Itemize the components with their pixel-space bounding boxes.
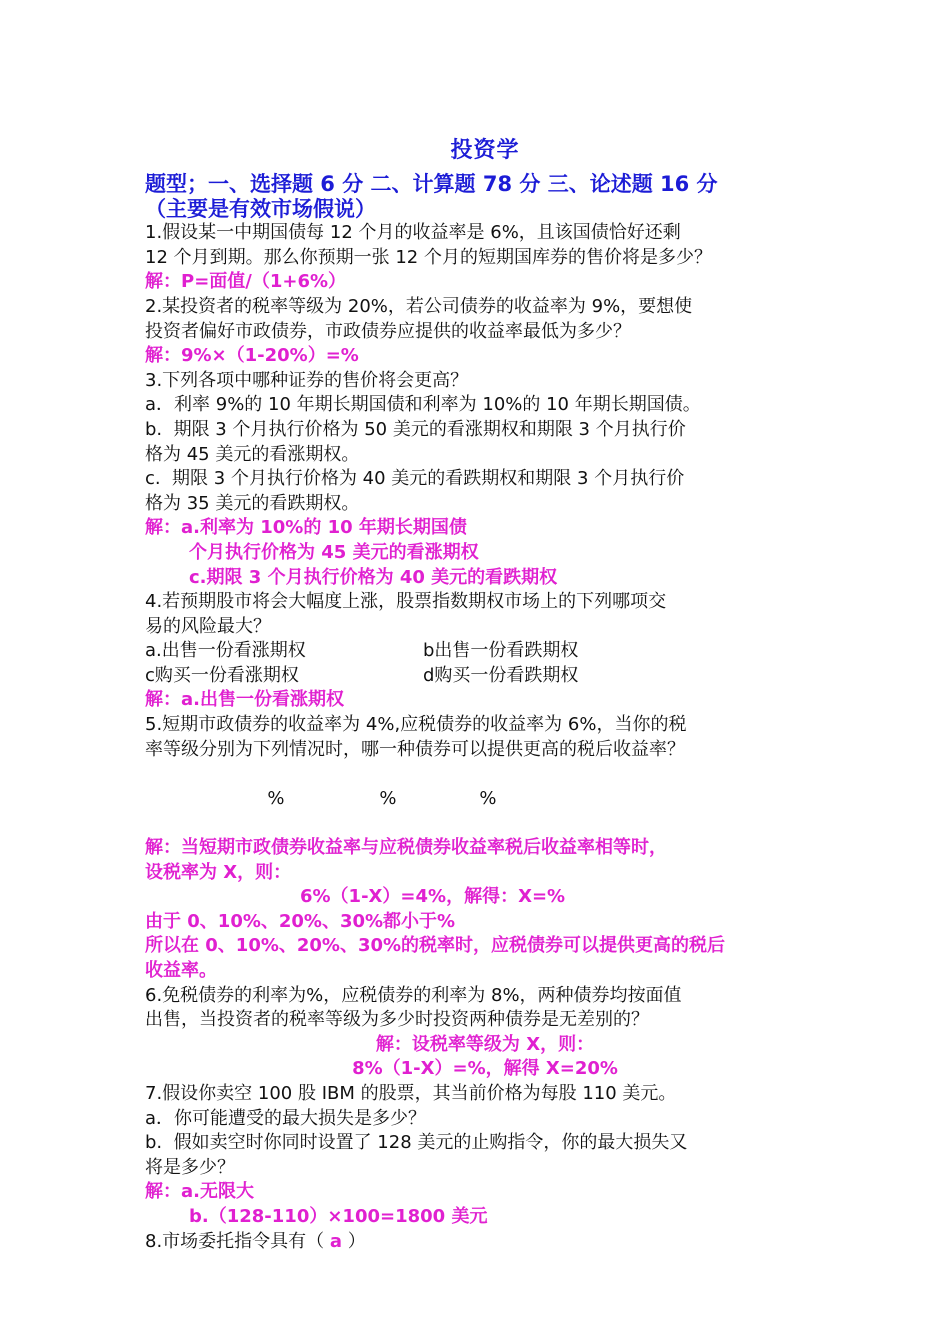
answer-1: 解：P=面值/（1+6%） <box>145 271 347 293</box>
answer-5-line-1: 解：当短期市政债券收益率与应税债券收益率税后收益率相等时， <box>145 837 667 859</box>
question-4-option-b: b出售一份看跌期权 <box>423 640 579 662</box>
question-7-part-a: a．你可能遭受的最大损失是多少？ <box>145 1107 427 1129</box>
question-5-line-2: 率等级分别为下列情况时，哪一种债券可以提供更高的税后收益率？ <box>145 738 685 760</box>
answer-5-line-2: 设税率为 X，则： <box>145 861 292 883</box>
question-7: 7.假设你卖空 100 股 IBM 的股票，其当前价格为每股 110 美元。 <box>145 1082 677 1104</box>
question-8-answer: a <box>329 1230 343 1252</box>
question-4-option-c: c购买一份看涨期权 <box>145 664 299 686</box>
question-4-line-2: 易的风险最大？ <box>145 615 271 637</box>
answer-5-line-4: 由于 0、10%、20%、30%都小于% <box>145 910 456 932</box>
question-1-line-2: 12 个月到期。那么你预期一张 12 个月的短期国库券的售价将是多少？ <box>145 246 712 268</box>
question-3-option-a: a．利率 9%的 10 年期长期国债和利率为 10%的 10 年期长期国债。 <box>145 394 701 416</box>
answer-7-a: 解：a.无限大 <box>145 1181 254 1203</box>
tax-rate-3: % <box>479 787 497 809</box>
question-6-line-1: 6.免税债券的利率为%，应税债券的利率为 8%，两种债券均按面值 <box>145 984 682 1006</box>
question-4-option-a: a.出售一份看涨期权 <box>145 640 306 662</box>
answer-5-equation: 6%（1-X）=4%，解得：X=% <box>300 886 566 908</box>
answer-4: 解：a.出售一份看涨期权 <box>145 689 344 711</box>
question-4-option-d: d购买一份看跌期权 <box>423 664 579 686</box>
page-title: 投资学 <box>450 138 520 163</box>
question-8-close: ） <box>342 1230 366 1252</box>
question-7-part-b-line-2: 将是多少？ <box>145 1156 235 1178</box>
question-4-options-row-1 <box>145 639 825 664</box>
question-3-option-b-line-2: 格为 45 美元的看涨期权。 <box>145 443 360 465</box>
exam-format-note: （主要是有效市场假说） <box>145 196 376 221</box>
question-8 <box>145 1230 825 1255</box>
tax-rate-1: % <box>267 787 285 809</box>
answer-3-b: 个月执行价格为 45 美元的看涨期权 <box>189 541 479 563</box>
question-8-text: 8.市场委托指令具有（ <box>145 1230 330 1252</box>
exam-format-line: 题型；一、选择题 6 分 二、计算题 78 分 三、论述题 16 分 <box>145 172 718 196</box>
question-3-option-c-line-2: 格为 35 美元的看跌期权。 <box>145 492 360 514</box>
answer-7-b: b.（128-110）×100=1800 美元 <box>189 1205 488 1227</box>
answer-3-c: c.期限 3 个月执行价格为 40 美元的看跌期权 <box>189 566 558 588</box>
tax-rate-2: % <box>379 787 397 809</box>
question-1-line-1: 1.假设某一中期国债每 12 个月的收益率是 6%，且该国债恰好还剩 <box>145 222 681 244</box>
question-5-line-1: 5.短期市政债券的收益率为 4%,应税债券的收益率为 6%，当你的税 <box>145 714 687 736</box>
question-4-line-1: 4.若预期股市将会大幅度上涨，股票指数期权市场上的下列哪项交 <box>145 591 667 613</box>
answer-6-line-1: 解：设税率等级为 X，则： <box>375 1033 595 1055</box>
question-3-option-b-line-1: b. 期限 3 个月执行价格为 50 美元的看涨期权和期限 3 个月执行价 <box>145 418 686 440</box>
question-7-part-b-line-1: b. 假如卖空时你同时设置了 128 美元的止购指令，你的最大损失又 <box>145 1132 688 1154</box>
question-3: 3.下列各项中哪种证券的售价将会更高？ <box>145 369 469 391</box>
question-5-tax-rates <box>145 762 825 836</box>
question-4-options-row-2 <box>145 664 825 689</box>
question-2-line-1: 2.某投资者的税率等级为 20%，若公司债券的收益率为 9%，要想使 <box>145 295 693 317</box>
question-6-line-2: 出售，当投资者的税率等级为多少时投资两种债券是无差别的？ <box>145 1009 649 1031</box>
answer-5-line-6: 收益率。 <box>145 960 217 981</box>
answer-2: 解：9%×（1-20%）=% <box>145 345 359 367</box>
question-2-line-2: 投资者偏好市政债券，市政债券应提供的收益率最低为多少？ <box>145 320 631 342</box>
question-3-option-c-line-1: c. 期限 3 个月执行价格为 40 美元的看跌期权和期限 3 个月执行价 <box>145 468 685 490</box>
answer-3-a: 解：a.利率为 10%的 10 年期长期国债 <box>145 517 467 539</box>
answer-6-line-2: 8%（1-X）=%，解得 X=20% <box>352 1058 618 1080</box>
answer-5-line-5: 所以在 0、10%、20%、30%的税率时，应税债券可以提供更高的税后 <box>145 935 726 957</box>
document-body <box>145 134 825 1254</box>
